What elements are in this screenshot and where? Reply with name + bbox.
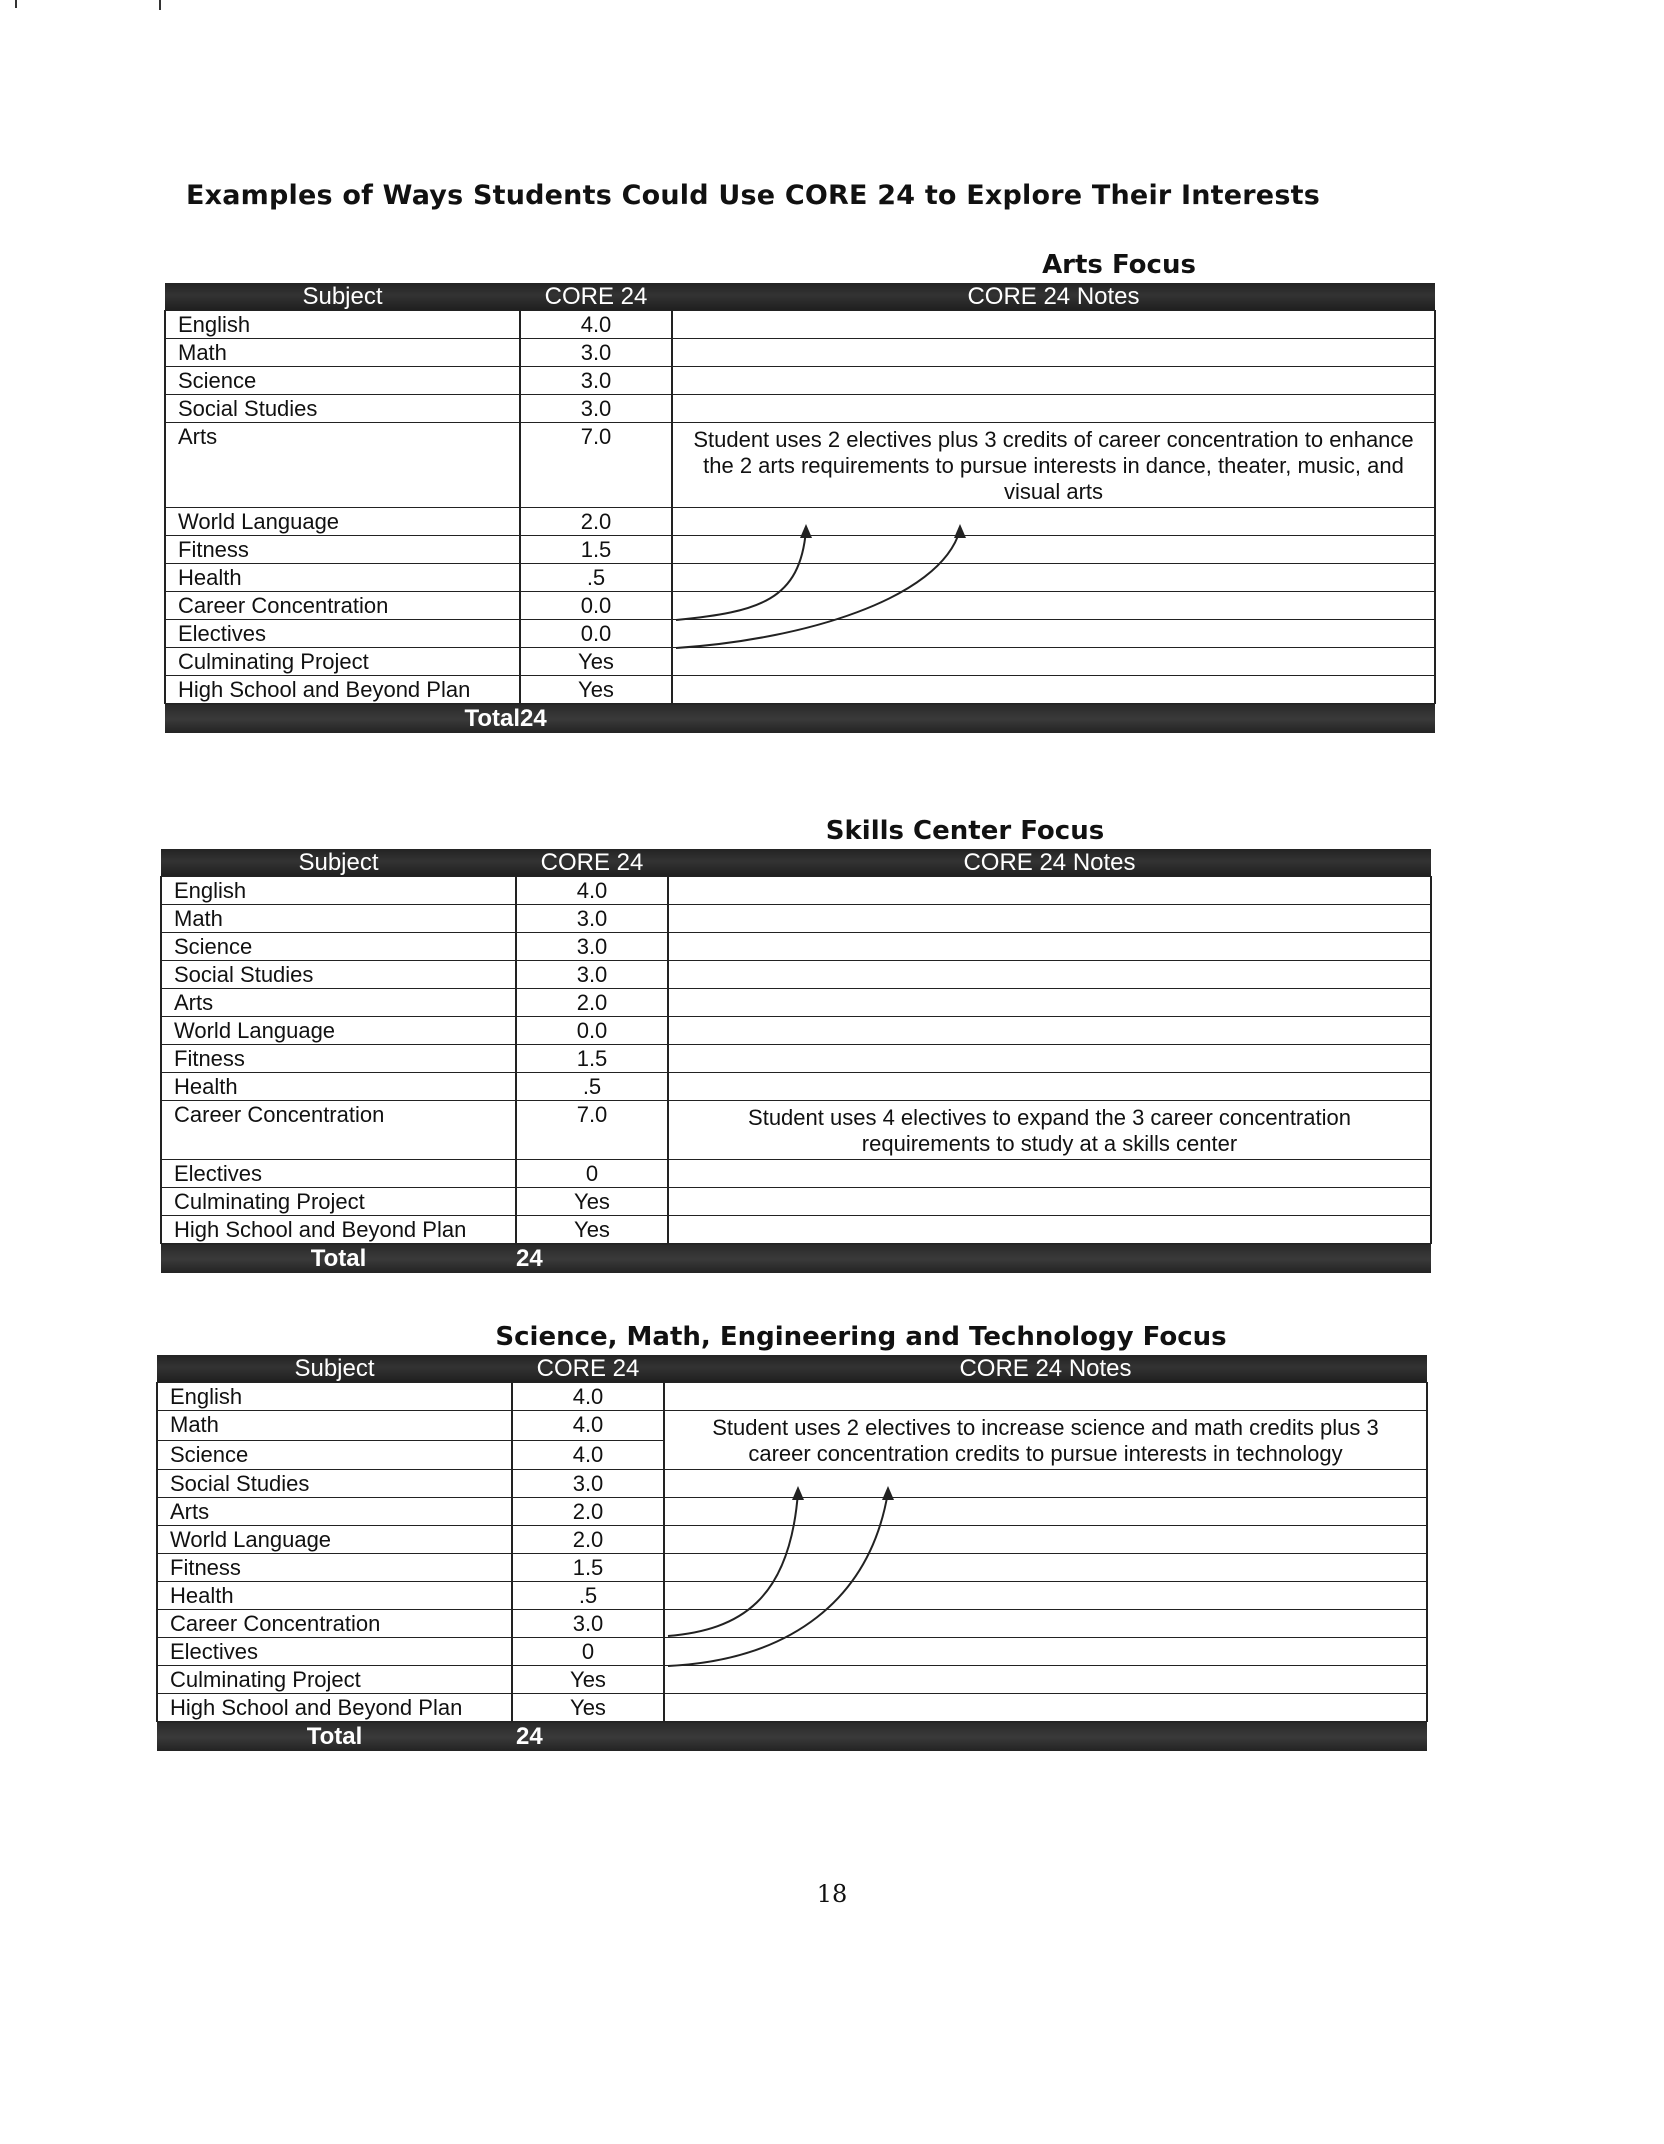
core-24-cell: Yes [520, 676, 672, 704]
table-row [161, 1073, 1431, 1101]
core-24-cell: .5 [520, 564, 672, 592]
core-24-cell: 2.0 [512, 1498, 664, 1526]
subject-cell: Arts [161, 989, 516, 1017]
core-24-cell: 2.0 [520, 508, 672, 536]
notes-cell [668, 877, 1431, 905]
core-24-cell: .5 [516, 1073, 668, 1101]
core-24-cell: .5 [512, 1582, 664, 1610]
core-24-cell: Yes [516, 1188, 668, 1216]
subject-cell: Career Concentration [165, 592, 520, 620]
core-24-cell: 3.0 [516, 905, 668, 933]
notes-cell [672, 592, 1435, 620]
core-24-cell: 1.5 [512, 1554, 664, 1582]
table-row [157, 1411, 1427, 1441]
core-24-cell: 3.0 [512, 1470, 664, 1498]
subject-cell: English [165, 311, 520, 339]
subject-cell: High School and Beyond Plan [157, 1694, 512, 1722]
section-title: Arts Focus [1042, 250, 1196, 280]
total-label: Total [161, 1244, 516, 1274]
notes-cell [672, 395, 1435, 423]
table-row [157, 1638, 1427, 1666]
notes-cell [672, 620, 1435, 648]
subject-cell: Science [157, 1440, 512, 1470]
core-24-cell: 4.0 [512, 1440, 664, 1470]
table-row [157, 1610, 1427, 1638]
subject-cell: World Language [165, 508, 520, 536]
subject-cell: Culminating Project [157, 1666, 512, 1694]
table-row [165, 367, 1435, 395]
core-24-cell: 4.0 [512, 1411, 664, 1441]
notes-cell [664, 1638, 1427, 1666]
subject-cell: World Language [157, 1526, 512, 1554]
total-row [161, 1244, 1431, 1274]
core-24-cell: 7.0 [520, 423, 672, 508]
page-title: Examples of Ways Students Could Use CORE 24 to Explore Their Interests [186, 180, 1320, 211]
core-24-cell: 0 [516, 1160, 668, 1188]
subject-cell: Arts [157, 1498, 512, 1526]
table-row [157, 1470, 1427, 1498]
subject-cell: Career Concentration [157, 1610, 512, 1638]
subject-cell: Electives [165, 620, 520, 648]
table-row [161, 933, 1431, 961]
core-24-cell: 1.5 [520, 536, 672, 564]
smet-focus-section [156, 1322, 1426, 1792]
core-24-cell: 4.0 [520, 311, 672, 339]
notes-cell [668, 1073, 1431, 1101]
table-row [161, 1045, 1431, 1073]
notes-cell [664, 1694, 1427, 1722]
total-value: 24 [520, 704, 672, 734]
subject-cell: Culminating Project [161, 1188, 516, 1216]
total-label: Total [165, 704, 520, 734]
table-row [165, 339, 1435, 367]
notes-cell [672, 339, 1435, 367]
notes-cell [664, 1470, 1427, 1498]
notes-cell [668, 1188, 1431, 1216]
scan-mark [14, 0, 174, 12]
subject-header: Subject [157, 1355, 512, 1383]
subject-cell: English [161, 877, 516, 905]
subject-cell: Health [161, 1073, 516, 1101]
subject-cell: Math [165, 339, 520, 367]
subject-cell: Electives [161, 1160, 516, 1188]
table-row [157, 1526, 1427, 1554]
core-24-cell: 0 [512, 1638, 664, 1666]
arts-focus-section [164, 250, 1434, 770]
notes-cell [664, 1582, 1427, 1610]
core-24-cell: 3.0 [520, 395, 672, 423]
notes-header: CORE 24 Notes [672, 283, 1435, 311]
core-24-cell: 0.0 [520, 592, 672, 620]
table-row [157, 1554, 1427, 1582]
subject-cell: Math [157, 1411, 512, 1441]
subject-cell: Science [161, 933, 516, 961]
table-row [165, 311, 1435, 339]
notes-cell [668, 1045, 1431, 1073]
core-24-cell: Yes [512, 1694, 664, 1722]
skills-center-focus-section [160, 816, 1430, 1296]
core-24-cell: 4.0 [512, 1383, 664, 1411]
subject-header: Subject [161, 849, 516, 877]
notes-cell [668, 905, 1431, 933]
notes-cell [664, 1526, 1427, 1554]
table-row [161, 989, 1431, 1017]
core-24-cell: 2.0 [512, 1526, 664, 1554]
notes-cell [668, 1160, 1431, 1188]
notes-cell [672, 508, 1435, 536]
table-row [161, 1216, 1431, 1244]
total-row [165, 704, 1435, 734]
table-row [161, 1160, 1431, 1188]
table-row [161, 1188, 1431, 1216]
core-24-cell: 3.0 [516, 961, 668, 989]
notes-cell [668, 1216, 1431, 1244]
notes-header: CORE 24 Notes [668, 849, 1431, 877]
table-row [165, 676, 1435, 704]
total-value: 24 [516, 1244, 668, 1274]
subject-cell: Electives [157, 1638, 512, 1666]
subject-cell: Social Studies [157, 1470, 512, 1498]
subject-cell: English [157, 1383, 512, 1411]
subject-cell: Fitness [161, 1045, 516, 1073]
table-row [161, 877, 1431, 905]
notes-cell [664, 1383, 1427, 1411]
notes-cell [664, 1554, 1427, 1582]
core-24-header: CORE 24 [512, 1355, 664, 1383]
table-row [165, 620, 1435, 648]
notes-cell [672, 648, 1435, 676]
table-row [165, 564, 1435, 592]
notes-cell [668, 961, 1431, 989]
table-row [161, 1017, 1431, 1045]
subject-cell: Arts [165, 423, 520, 508]
notes-cell: Student uses 4 electives to expand the 3 career concentration requirements to study at a skills center [668, 1101, 1431, 1160]
core-24-cell: 0.0 [520, 620, 672, 648]
subject-cell: Science [165, 367, 520, 395]
table-header [157, 1355, 1427, 1383]
table-row [165, 648, 1435, 676]
core-24-cell: 1.5 [516, 1045, 668, 1073]
total-label: Total [157, 1722, 512, 1752]
core-24-cell: 3.0 [516, 933, 668, 961]
core-24-cell: 0.0 [516, 1017, 668, 1045]
table-row [161, 1101, 1431, 1160]
table-row [161, 905, 1431, 933]
subject-cell: Social Studies [165, 395, 520, 423]
table-row [157, 1582, 1427, 1610]
arts-focus-table [164, 283, 1436, 733]
core-24-cell: Yes [520, 648, 672, 676]
table-row [157, 1694, 1427, 1722]
core-24-header: CORE 24 [516, 849, 668, 877]
subject-cell: Career Concentration [161, 1101, 516, 1160]
table-row [165, 508, 1435, 536]
notes-cell: Student uses 2 electives to increase science and math credits plus 3 career concentration credits to pursue interests in technology [664, 1411, 1427, 1470]
subject-cell: World Language [161, 1017, 516, 1045]
page-number: 18 [816, 1880, 848, 1908]
subject-cell: Math [161, 905, 516, 933]
table-row [157, 1666, 1427, 1694]
subject-cell: Fitness [157, 1554, 512, 1582]
notes-cell [664, 1610, 1427, 1638]
core-24-cell: Yes [516, 1216, 668, 1244]
subject-cell: Health [157, 1582, 512, 1610]
notes-cell [672, 367, 1435, 395]
notes-cell [664, 1498, 1427, 1526]
skills-center-table [160, 849, 1432, 1273]
table-row [157, 1498, 1427, 1526]
notes-cell [672, 536, 1435, 564]
core-24-cell: 3.0 [512, 1610, 664, 1638]
subject-header: Subject [165, 283, 520, 311]
notes-cell [668, 933, 1431, 961]
table-row [157, 1383, 1427, 1411]
table-header [165, 283, 1435, 311]
core-24-cell: Yes [512, 1666, 664, 1694]
smet-focus-table [156, 1355, 1428, 1751]
subject-cell: High School and Beyond Plan [165, 676, 520, 704]
total-value: 24 [512, 1722, 664, 1752]
table-row [165, 592, 1435, 620]
core-24-cell: 2.0 [516, 989, 668, 1017]
core-24-header: CORE 24 [520, 283, 672, 311]
core-24-cell: 3.0 [520, 339, 672, 367]
subject-cell: Social Studies [161, 961, 516, 989]
table-row [165, 423, 1435, 508]
subject-cell: Culminating Project [165, 648, 520, 676]
subject-cell: High School and Beyond Plan [161, 1216, 516, 1244]
notes-cell [668, 1017, 1431, 1045]
subject-cell: Health [165, 564, 520, 592]
subject-cell: Fitness [165, 536, 520, 564]
notes-cell [672, 676, 1435, 704]
table-row [161, 961, 1431, 989]
table-header [161, 849, 1431, 877]
core-24-cell: 3.0 [520, 367, 672, 395]
notes-header: CORE 24 Notes [664, 1355, 1427, 1383]
core-24-cell: 7.0 [516, 1101, 668, 1160]
section-title: Science, Math, Engineering and Technology Focus [495, 1322, 1227, 1352]
notes-cell: Student uses 2 electives plus 3 credits of career concentration to enhance the 2 arts requirements to pursue interests in dance, theater, music, and visual arts [672, 423, 1435, 508]
table-row [165, 395, 1435, 423]
notes-cell [672, 311, 1435, 339]
table-row [165, 536, 1435, 564]
core-24-cell: 4.0 [516, 877, 668, 905]
notes-cell [672, 564, 1435, 592]
section-title: Skills Center Focus [825, 816, 1105, 846]
notes-cell [668, 989, 1431, 1017]
notes-cell [664, 1666, 1427, 1694]
total-row [157, 1722, 1427, 1752]
